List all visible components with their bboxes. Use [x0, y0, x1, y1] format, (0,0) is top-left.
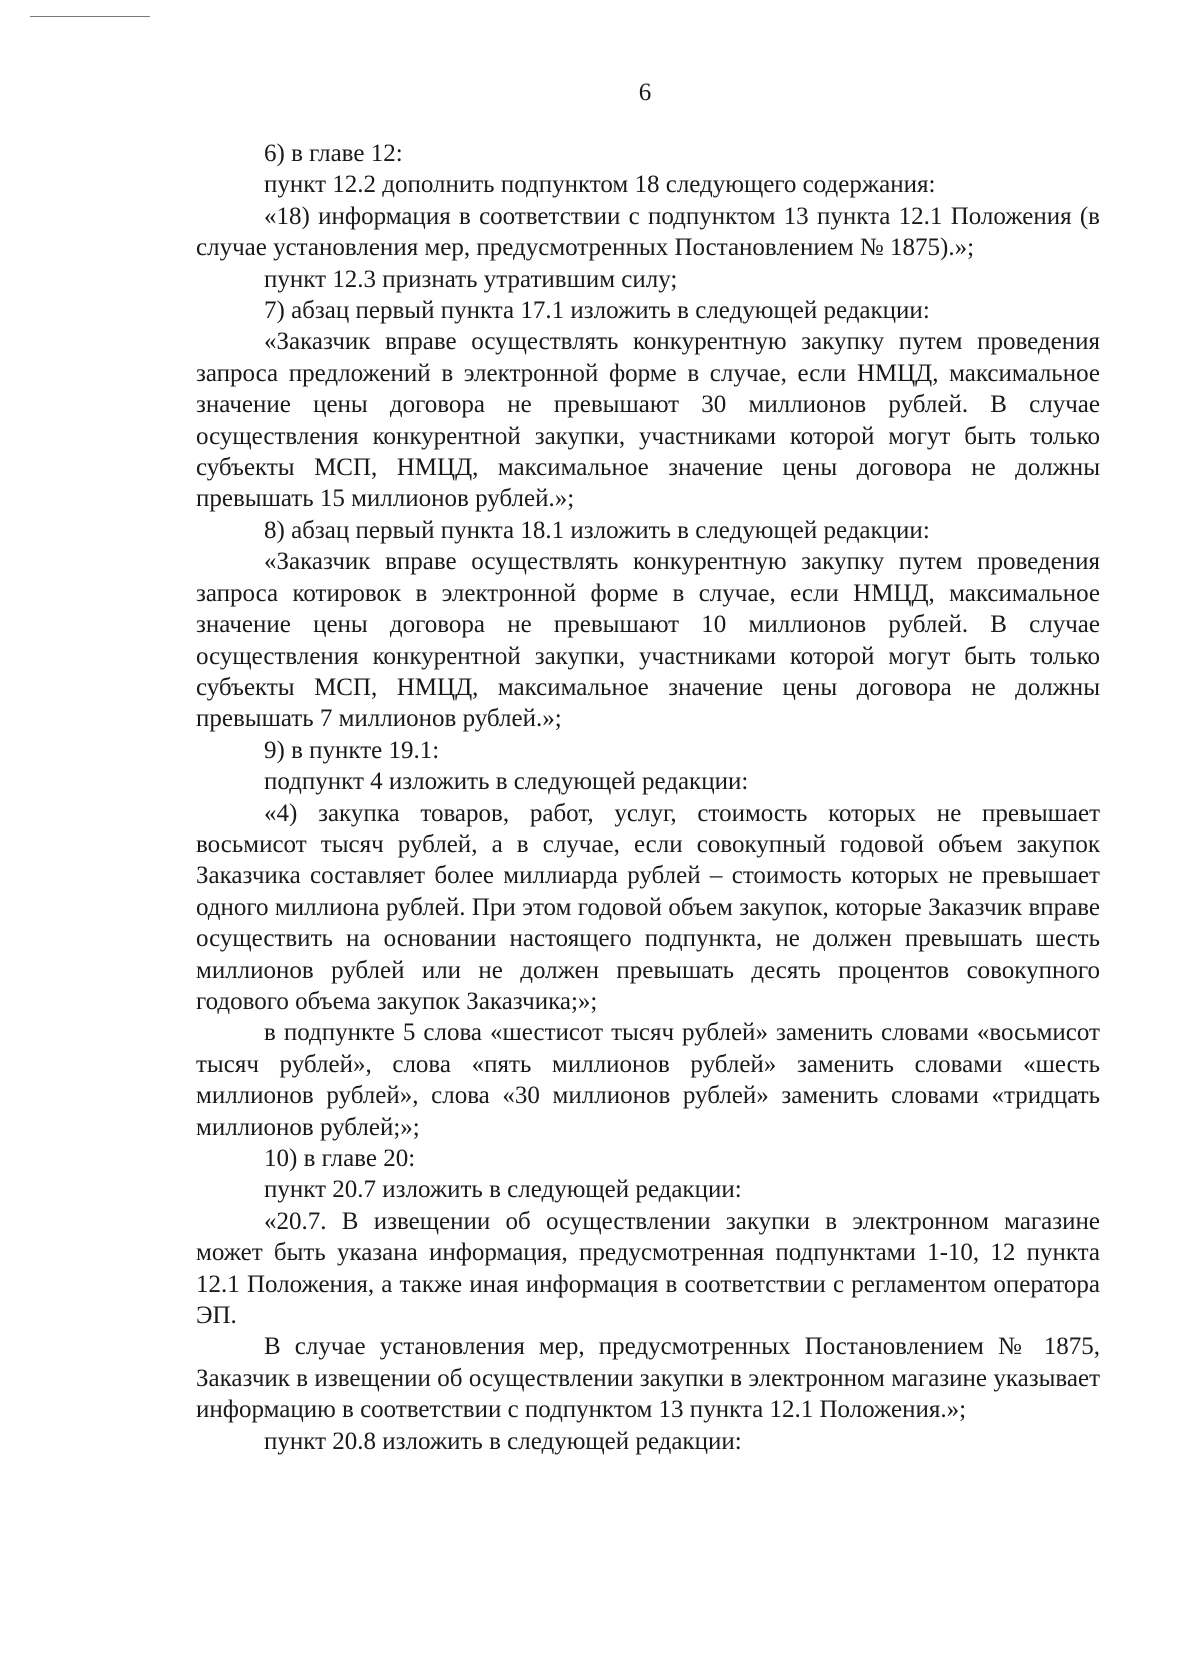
paragraph: «18) информация в соответствии с подпунктом 13 пункта 12.1 Положения (в случае установления мер, предусмотренных Постановлением № 1875).»;: [196, 202, 1100, 262]
paragraph: пункт 12.2 дополнить подпунктом 18 следующего содержания:: [264, 171, 936, 199]
scan-artifact-line: [30, 16, 150, 17]
document-body: [196, 138, 1100, 1457]
paragraph: пункт 12.3 признать утратившим силу;: [264, 265, 678, 293]
paragraph: подпункт 4 изложить в следующей редакции:: [264, 768, 749, 796]
paragraph: в подпункте 5 слова «шестисот тысяч рублей» заменить словами «восьмисот тысяч рублей», слова «пять миллионов рублей» заменить словами «шесть миллионов рублей», слова «30 миллионов рублей» заменить словами «тридцать миллионов рублей;»;: [196, 1019, 1100, 1141]
paragraph: 6) в главе 12:: [264, 140, 403, 167]
paragraph: 9) в пункте 19.1:: [264, 736, 440, 764]
paragraph: «Заказчик вправе осуществлять конкурентную закупку путем проведения запроса предложений в электронной форме в случае, если НМЦД, максимальное значение цены договора не превышают 30 миллионов рублей. В случае осуществления конкурентной закупки, участниками которой могут быть только субъекты МСП, НМЦД, максимальное значение цены договора не должны превышать 15 миллионов рублей.»;: [196, 328, 1100, 513]
paragraph: «Заказчик вправе осуществлять конкурентную закупку путем проведения запроса котировок в электронной форме в случае, если НМЦД, максимальное значение цены договора не превышают 10 миллионов рублей. В случае осуществления конкурентной закупки, участниками которой могут быть только субъекты МСП, НМЦД, максимальное значение цены договора не должны превышать 7 миллионов рублей.»;: [196, 548, 1100, 733]
paragraph: «4) закупка товаров, работ, услуг, стоимость которых не превышает восьмисот тысяч рублей, а в случае, если совокупный годовой объем закупок Заказчика составляет более миллиарда рублей – стоимость которых не превышает одного миллиона рублей. При этом годовой объем закупок, которые Заказчик вправе осуществить на основании настоящего подпункта, не должен превышать шесть миллионов рублей или не должен превышать десять процентов совокупного годового объема закупок Заказчика;»;: [196, 799, 1100, 1015]
paragraph: пункт 20.7 изложить в следующей редакции:: [264, 1176, 742, 1204]
paragraph: «20.7. В извещении об осуществлении закупки в электронном магазине может быть указана информация, предусмотренная подпунктами 1-10, 12 пункта 12.1 Положения, а также иная информация в соответствии с регламентом оператора ЭП.: [196, 1207, 1100, 1330]
paragraph: пункт 20.8 изложить в следующей редакции:: [264, 1427, 742, 1455]
paragraph: 10) в главе 20:: [264, 1145, 416, 1172]
paragraph: В случае установления мер, предусмотренных Постановлением № 1875, Заказчик в извещении об осуществлении закупки в электронном магазине указывает информацию в соответствии с подпунктом 13 пункта 12.1 Положения.»;: [196, 1333, 1100, 1424]
paragraph: 8) абзац первый пункта 18.1 изложить в следующей редакции:: [264, 516, 930, 544]
page-number: 6: [638, 79, 652, 106]
paragraph: 7) абзац первый пункта 17.1 изложить в следующей редакции:: [264, 297, 930, 325]
